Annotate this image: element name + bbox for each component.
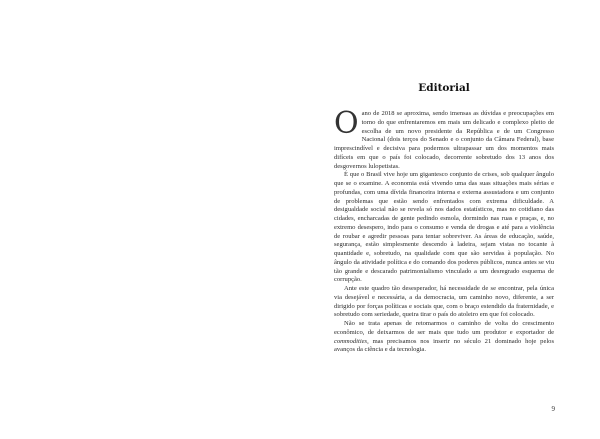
paragraph-1 bbox=[334, 106, 554, 171]
drop-cap: O bbox=[334, 106, 359, 141]
paragraph-2: É que o Brasil vive hoje um gigantesco conjunto de crises, sob qualquer ângulo que se o examine. A economia está vivendo uma das suas situações mais sérias e profundas, com uma dívida financeira interna e externa assustadora e um conjunto de problemas que estão sendo enfrentados com extrema dificuldade. A desigualdade social não se revela só nos dados estatísticos, mas no cotidiano das cidades, encharcadas de gente pedindo esmola, dormindo nas ruas e praças, e, no extremo desespero, indo para o consumo e venda de drogas e até para a violência de roubar e agredir pessoas para tentar sobreviver. As áreas de educação, saúde, segurança, estão simplesmente descendo à ladeira, sejam vistas no tocante à quantidade e, sobretudo, na qualidade com que são servidas à população. No ângulo da atividade política e do comando dos poderes públicos, nunca antes se viu tão grande e descarado patrimonialismo vinculado a um desregrado esquema de corrupção. bbox=[334, 171, 554, 284]
article-body bbox=[334, 106, 554, 355]
page-number: 9 bbox=[551, 405, 555, 413]
paragraph-4: Não se trata apenas de retomarmos o caminho de volta do crescimento econômico, de deixarmos de ser mais que tudo um produtor e exportador de commodities, mas precisamos nos inserir no século 21 dominado hoje pelos avanços da ciência e da tecnologia. bbox=[334, 320, 554, 354]
paragraph-3: Ante este quadro tão desesperador, há necessidade de se encontrar, pela única via desejável e necessária, a da democracia, um caminho novo, diferente, a ser dirigido por forças políticas e sociais que, com o braço estendido da fraternidade, e sobretudo com seriedade, queira tirar o país do atoleiro em que foi colocado. bbox=[334, 285, 554, 319]
paragraph-1-text: ano de 2018 se aproxima, sendo imensas as dúvidas e preocupações em torno do que enfrentaremos em mais um delicado e complexo pleito de escolha de um novo presidente da República e de um Congresso Nacional (dois terços do Senado e o conjunto da Câmara Federal), base imprescindível e decisiva para podermos ultrapassar um dos momentos mais difíceis em que o país foi colocado, decorrente sobretudo dos 13 anos dos desgovernos lulopetistas. bbox=[334, 110, 554, 170]
emphasis-term: commodities bbox=[334, 337, 368, 345]
page-title: Editorial bbox=[418, 82, 470, 94]
